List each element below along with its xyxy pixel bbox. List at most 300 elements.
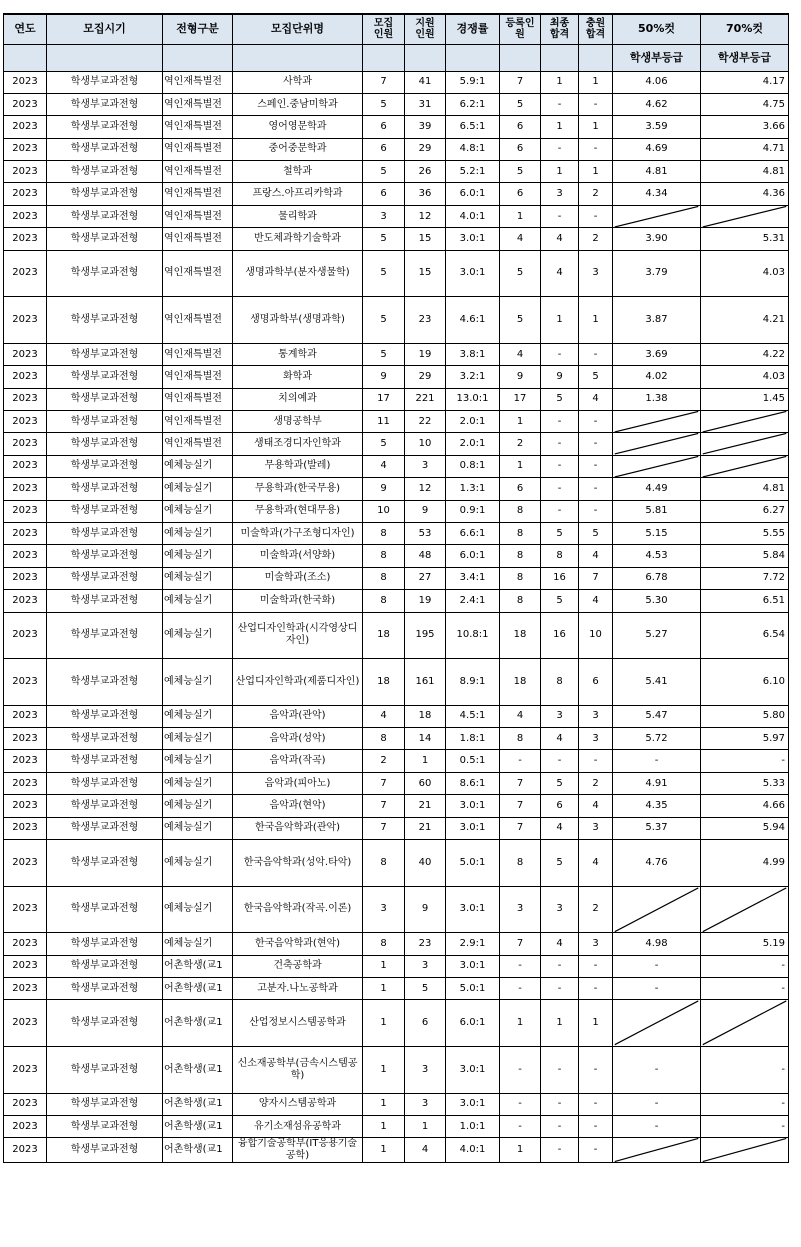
- cell-registered: 3: [500, 886, 541, 933]
- cell-extra-pass: -: [579, 205, 613, 227]
- cell-extra-pass: -: [579, 455, 613, 477]
- cell-final-pass: 5: [541, 388, 579, 410]
- table-row: [4, 1046, 789, 1093]
- table-row: [4, 840, 789, 887]
- cell-extra-pass: 4: [579, 840, 613, 887]
- cell-year: 2023: [4, 612, 47, 659]
- cell-type: 예체능실기: [163, 612, 233, 659]
- cell-registered: 7: [500, 933, 541, 955]
- cell-applicants: 9: [405, 500, 446, 522]
- cell-quota: 1: [363, 1046, 405, 1093]
- cell-cut50: -: [613, 750, 701, 772]
- cell-quota: 8: [363, 567, 405, 589]
- cell-cut50: 3.90: [613, 228, 701, 250]
- cell-type: 예체능실기: [163, 478, 233, 500]
- diagonal-slash-icon: [613, 1138, 700, 1162]
- cell-year: 2023: [4, 71, 47, 93]
- table-row: [4, 705, 789, 727]
- cell-applicants: 21: [405, 795, 446, 817]
- header-blank: [4, 44, 47, 71]
- table-row: [4, 978, 789, 1000]
- cell-registered: 4: [500, 705, 541, 727]
- cell-final-pass: 1: [541, 1000, 579, 1047]
- cell-period: 학생부교과전형: [47, 933, 163, 955]
- cell-year: 2023: [4, 500, 47, 522]
- cell-year: 2023: [4, 1138, 47, 1163]
- table-row: [4, 772, 789, 794]
- cell-period: 학생부교과전형: [47, 433, 163, 455]
- cell-ratio: 4.8:1: [446, 138, 500, 160]
- cell-applicants: 31: [405, 93, 446, 115]
- cell-year: 2023: [4, 705, 47, 727]
- cell-year: 2023: [4, 1046, 47, 1093]
- cell-applicants: 41: [405, 71, 446, 93]
- cell-type: 예체능실기: [163, 795, 233, 817]
- diagonal-slash-icon: [613, 887, 700, 933]
- table-row: [4, 500, 789, 522]
- cell-type: 역인재특별전: [163, 71, 233, 93]
- cell-applicants: 3: [405, 1093, 446, 1115]
- cell-applicants: 22: [405, 410, 446, 432]
- cell-unit: 건축공학과: [233, 955, 363, 977]
- cell-cut70: -: [701, 1093, 789, 1115]
- cell-unit: 철학과: [233, 161, 363, 183]
- cell-final-pass: -: [541, 1046, 579, 1093]
- cell-period: 학생부교과전형: [47, 138, 163, 160]
- cell-cut70: -: [701, 750, 789, 772]
- cell-unit: 물리학과: [233, 205, 363, 227]
- cell-year: 2023: [4, 1115, 47, 1137]
- cell-applicants: 1: [405, 1115, 446, 1137]
- cell-year: 2023: [4, 1000, 47, 1047]
- cell-cut70: 6.10: [701, 659, 789, 706]
- cell-final-pass: -: [541, 500, 579, 522]
- header-extra-pass: 충원 합격: [579, 14, 613, 44]
- cell-year: 2023: [4, 478, 47, 500]
- cell-applicants: 36: [405, 183, 446, 205]
- cell-period: 학생부교과전형: [47, 343, 163, 365]
- cell-period: 학생부교과전형: [47, 1000, 163, 1047]
- cell-applicants: 9: [405, 886, 446, 933]
- cell-quota: 4: [363, 455, 405, 477]
- cell-cut70: -: [701, 978, 789, 1000]
- table-body: [4, 71, 789, 1163]
- table-row: [4, 183, 789, 205]
- cell-year: 2023: [4, 455, 47, 477]
- cell-quota: 8: [363, 522, 405, 544]
- table-row: [4, 545, 789, 567]
- cell-cut50: 5.47: [613, 705, 701, 727]
- cell-extra-pass: 5: [579, 366, 613, 388]
- cell-year: 2023: [4, 183, 47, 205]
- cell-ratio: 6.6:1: [446, 522, 500, 544]
- cell-period: 학생부교과전형: [47, 522, 163, 544]
- diagonal-slash-icon: [613, 206, 700, 227]
- diagonal-slash-icon: [701, 433, 788, 454]
- cell-cut70: 5.97: [701, 728, 789, 750]
- cell-ratio: 5.0:1: [446, 840, 500, 887]
- cell-cut50: -: [613, 978, 701, 1000]
- cell-cut70: 4.75: [701, 93, 789, 115]
- table-row: [4, 590, 789, 612]
- table-row: [4, 297, 789, 344]
- cell-ratio: 3.8:1: [446, 343, 500, 365]
- cell-registered: 4: [500, 343, 541, 365]
- cell-final-pass: -: [541, 1115, 579, 1137]
- cell-extra-pass: 4: [579, 795, 613, 817]
- cell-cut50: 3.69: [613, 343, 701, 365]
- cell-cut50: 4.53: [613, 545, 701, 567]
- cell-year: 2023: [4, 817, 47, 839]
- cell-period: 학생부교과전형: [47, 1093, 163, 1115]
- cell-period: 학생부교과전형: [47, 183, 163, 205]
- cell-extra-pass: 1: [579, 116, 613, 138]
- cell-extra-pass: -: [579, 478, 613, 500]
- cell-type: 역인재특별전: [163, 366, 233, 388]
- cell-registered: 5: [500, 250, 541, 297]
- cell-cut70: 4.03: [701, 366, 789, 388]
- cell-registered: 5: [500, 161, 541, 183]
- cell-applicants: 3: [405, 1046, 446, 1093]
- cell-registered: 7: [500, 71, 541, 93]
- cell-quota: 9: [363, 478, 405, 500]
- cell-final-pass: 1: [541, 71, 579, 93]
- cell-quota: 4: [363, 705, 405, 727]
- cell-cut70: 4.81: [701, 161, 789, 183]
- header-period: 모집시기: [47, 14, 163, 44]
- cell-unit: 음악과(피아노): [233, 772, 363, 794]
- cell-extra-pass: -: [579, 410, 613, 432]
- cell-unit: 영어영문학과: [233, 116, 363, 138]
- cell-applicants: 15: [405, 228, 446, 250]
- cell-final-pass: -: [541, 1093, 579, 1115]
- cell-unit: 치의예과: [233, 388, 363, 410]
- cell-type: 예체능실기: [163, 886, 233, 933]
- cell-quota: 1: [363, 955, 405, 977]
- header-quota: 모집 인원: [363, 14, 405, 44]
- cell-cut50: -: [613, 955, 701, 977]
- header-unit: 모집단위명: [233, 14, 363, 44]
- cell-final-pass: 1: [541, 116, 579, 138]
- cell-period: 학생부교과전형: [47, 567, 163, 589]
- cell-unit: 무용학과(한국무용): [233, 478, 363, 500]
- cell-applicants: 15: [405, 250, 446, 297]
- cell-cut50: 3.87: [613, 297, 701, 344]
- cell-cut50: 4.06: [613, 71, 701, 93]
- cell-final-pass: 4: [541, 817, 579, 839]
- cell-applicants: 60: [405, 772, 446, 794]
- cell-ratio: 2.4:1: [446, 590, 500, 612]
- cell-quota: 1: [363, 1093, 405, 1115]
- cell-period: 학생부교과전형: [47, 705, 163, 727]
- cell-year: 2023: [4, 410, 47, 432]
- cell-period: 학생부교과전형: [47, 955, 163, 977]
- cell-cut50: -: [613, 1115, 701, 1137]
- cell-quota: 1: [363, 1115, 405, 1137]
- cell-registered: 6: [500, 183, 541, 205]
- cell-applicants: 21: [405, 817, 446, 839]
- cell-ratio: 2.0:1: [446, 410, 500, 432]
- cell-extra-pass: 4: [579, 388, 613, 410]
- cell-quota: 5: [363, 161, 405, 183]
- table-row: [4, 455, 789, 477]
- cell-cut70: 4.22: [701, 343, 789, 365]
- cell-period: 학생부교과전형: [47, 545, 163, 567]
- cell-period: 학생부교과전형: [47, 817, 163, 839]
- table-row: [4, 71, 789, 93]
- cell-cut50: 4.76: [613, 840, 701, 887]
- cell-registered: 7: [500, 795, 541, 817]
- cell-ratio: 4.6:1: [446, 297, 500, 344]
- cell-extra-pass: 3: [579, 817, 613, 839]
- cell-cut50: [613, 1138, 701, 1163]
- cell-registered: 6: [500, 116, 541, 138]
- cell-unit: 무용학과(현대무용): [233, 500, 363, 522]
- cell-period: 학생부교과전형: [47, 205, 163, 227]
- cell-cut50: 3.79: [613, 250, 701, 297]
- cell-cut70: -: [701, 955, 789, 977]
- cell-quota: 1: [363, 1000, 405, 1047]
- cell-final-pass: 4: [541, 250, 579, 297]
- cell-unit: 생명공학부: [233, 410, 363, 432]
- table-row: [4, 886, 789, 933]
- cell-quota: 8: [363, 545, 405, 567]
- cell-applicants: 3: [405, 955, 446, 977]
- cell-year: 2023: [4, 522, 47, 544]
- table-row: [4, 1093, 789, 1115]
- header-blank: [47, 44, 163, 71]
- header-cut70: 70%컷: [701, 14, 789, 44]
- cell-quota: 3: [363, 205, 405, 227]
- cell-applicants: 1: [405, 750, 446, 772]
- cell-period: 학생부교과전형: [47, 388, 163, 410]
- cell-final-pass: -: [541, 978, 579, 1000]
- cell-final-pass: -: [541, 955, 579, 977]
- cell-period: 학생부교과전형: [47, 659, 163, 706]
- cell-final-pass: -: [541, 433, 579, 455]
- cell-quota: 2: [363, 750, 405, 772]
- cell-ratio: 3.0:1: [446, 817, 500, 839]
- cell-quota: 6: [363, 116, 405, 138]
- cell-year: 2023: [4, 750, 47, 772]
- cell-final-pass: 8: [541, 545, 579, 567]
- cell-cut50: 4.98: [613, 933, 701, 955]
- cell-period: 학생부교과전형: [47, 1115, 163, 1137]
- cell-applicants: 195: [405, 612, 446, 659]
- cell-registered: 1: [500, 1138, 541, 1163]
- cell-unit: 한국음악학과(성악.타악): [233, 840, 363, 887]
- cell-unit: 음악과(관악): [233, 705, 363, 727]
- cell-type: 예체능실기: [163, 772, 233, 794]
- cell-period: 학생부교과전형: [47, 772, 163, 794]
- cell-cut70: 5.84: [701, 545, 789, 567]
- cell-quota: 1: [363, 978, 405, 1000]
- cell-cut70: 1.45: [701, 388, 789, 410]
- cell-period: 학생부교과전형: [47, 886, 163, 933]
- cell-year: 2023: [4, 728, 47, 750]
- cell-year: 2023: [4, 659, 47, 706]
- cell-period: 학생부교과전형: [47, 1046, 163, 1093]
- cell-ratio: 8.9:1: [446, 659, 500, 706]
- cell-type: 예체능실기: [163, 659, 233, 706]
- cell-cut50: 5.37: [613, 817, 701, 839]
- cell-ratio: 0.5:1: [446, 750, 500, 772]
- cell-applicants: 10: [405, 433, 446, 455]
- cell-cut70: 6.54: [701, 612, 789, 659]
- cell-type: 역인재특별전: [163, 161, 233, 183]
- cell-extra-pass: 10: [579, 612, 613, 659]
- cell-period: 학생부교과전형: [47, 228, 163, 250]
- header-final-pass: 최종 합격: [541, 14, 579, 44]
- cell-registered: 8: [500, 590, 541, 612]
- cell-final-pass: 5: [541, 772, 579, 794]
- cell-year: 2023: [4, 388, 47, 410]
- cell-cut70: 5.55: [701, 522, 789, 544]
- header-blank: [163, 44, 233, 71]
- admission-table-container: [3, 13, 789, 1163]
- cell-period: 학생부교과전형: [47, 297, 163, 344]
- cell-cut50: [613, 455, 701, 477]
- cell-cut70: [701, 205, 789, 227]
- cell-cut50: 5.27: [613, 612, 701, 659]
- cell-type: 역인재특별전: [163, 297, 233, 344]
- cell-final-pass: -: [541, 478, 579, 500]
- cell-extra-pass: 3: [579, 250, 613, 297]
- cell-year: 2023: [4, 161, 47, 183]
- cell-type: 예체능실기: [163, 567, 233, 589]
- cell-extra-pass: 3: [579, 728, 613, 750]
- cell-type: 역인재특별전: [163, 433, 233, 455]
- cell-cut70: [701, 433, 789, 455]
- table-row: [4, 161, 789, 183]
- cell-registered: 17: [500, 388, 541, 410]
- cell-type: 예체능실기: [163, 455, 233, 477]
- cell-unit: 반도체과학기술학과: [233, 228, 363, 250]
- cell-unit: 산업디자인학과(제품디자인): [233, 659, 363, 706]
- diagonal-slash-icon: [613, 456, 700, 477]
- cell-final-pass: -: [541, 343, 579, 365]
- cell-unit: 미술학과(한국화): [233, 590, 363, 612]
- cell-unit: 융합기술공학부(IT응용기술공학): [233, 1138, 363, 1163]
- cell-period: 학생부교과전형: [47, 1138, 163, 1163]
- cell-applicants: 221: [405, 388, 446, 410]
- diagonal-slash-icon: [701, 1138, 788, 1162]
- cell-quota: 7: [363, 772, 405, 794]
- cell-quota: 11: [363, 410, 405, 432]
- cell-type: 예체능실기: [163, 590, 233, 612]
- header-cut70-sub: 학생부등급: [701, 44, 789, 71]
- cell-year: 2023: [4, 545, 47, 567]
- cell-quota: 8: [363, 590, 405, 612]
- cell-extra-pass: -: [579, 500, 613, 522]
- cell-type: 어촌학생(교1: [163, 955, 233, 977]
- cell-unit: 미술학과(가구조형디자인): [233, 522, 363, 544]
- cell-final-pass: 1: [541, 161, 579, 183]
- cell-type: 예체능실기: [163, 545, 233, 567]
- cell-ratio: 2.0:1: [446, 433, 500, 455]
- cell-extra-pass: -: [579, 138, 613, 160]
- cell-unit: 산업디자인학과(시각영상디자인): [233, 612, 363, 659]
- cell-period: 학생부교과전형: [47, 93, 163, 115]
- cell-cut70: -: [701, 1046, 789, 1093]
- cell-unit: 무용학과(발레): [233, 455, 363, 477]
- header-blank: [579, 44, 613, 71]
- cell-quota: 7: [363, 817, 405, 839]
- cell-ratio: 3.4:1: [446, 567, 500, 589]
- cell-cut50: 5.41: [613, 659, 701, 706]
- cell-year: 2023: [4, 567, 47, 589]
- cell-ratio: 0.8:1: [446, 455, 500, 477]
- cell-registered: 8: [500, 545, 541, 567]
- cell-type: 역인재특별전: [163, 138, 233, 160]
- cell-period: 학생부교과전형: [47, 500, 163, 522]
- cell-cut70: -: [701, 1115, 789, 1137]
- cell-applicants: 48: [405, 545, 446, 567]
- table-row: [4, 343, 789, 365]
- cell-ratio: 3.0:1: [446, 795, 500, 817]
- cell-type: 예체능실기: [163, 933, 233, 955]
- cell-registered: -: [500, 955, 541, 977]
- cell-ratio: 3.0:1: [446, 955, 500, 977]
- cell-cut70: 5.94: [701, 817, 789, 839]
- cell-final-pass: 9: [541, 366, 579, 388]
- cell-ratio: 10.8:1: [446, 612, 500, 659]
- table-row: [4, 1115, 789, 1137]
- cell-registered: 1: [500, 1000, 541, 1047]
- cell-cut70: 5.31: [701, 228, 789, 250]
- header-registered: 등록인 원: [500, 14, 541, 44]
- cell-cut50: 3.59: [613, 116, 701, 138]
- table-row: [4, 795, 789, 817]
- cell-registered: 7: [500, 772, 541, 794]
- cell-applicants: 40: [405, 840, 446, 887]
- cell-applicants: 27: [405, 567, 446, 589]
- table-row: [4, 659, 789, 706]
- cell-applicants: 39: [405, 116, 446, 138]
- table-row: [4, 228, 789, 250]
- cell-type: 어촌학생(교1: [163, 1115, 233, 1137]
- cell-extra-pass: 7: [579, 567, 613, 589]
- table-row: [4, 93, 789, 115]
- cell-final-pass: -: [541, 750, 579, 772]
- cell-cut50: [613, 410, 701, 432]
- cell-applicants: 12: [405, 478, 446, 500]
- cell-applicants: 3: [405, 455, 446, 477]
- cell-ratio: 4.5:1: [446, 705, 500, 727]
- cell-type: 어촌학생(교1: [163, 1046, 233, 1093]
- cell-ratio: 5.0:1: [446, 978, 500, 1000]
- cell-extra-pass: 1: [579, 297, 613, 344]
- cell-unit: 신소재공학부(금속시스템공학): [233, 1046, 363, 1093]
- cell-registered: 4: [500, 228, 541, 250]
- cell-extra-pass: 4: [579, 590, 613, 612]
- cell-unit: 한국음악학과(현악): [233, 933, 363, 955]
- cell-ratio: 3.2:1: [446, 366, 500, 388]
- cell-registered: 2: [500, 433, 541, 455]
- cell-year: 2023: [4, 343, 47, 365]
- cell-quota: 8: [363, 728, 405, 750]
- cell-applicants: 29: [405, 366, 446, 388]
- cell-registered: 18: [500, 612, 541, 659]
- cell-final-pass: 3: [541, 705, 579, 727]
- cell-type: 역인재특별전: [163, 250, 233, 297]
- cell-ratio: 1.8:1: [446, 728, 500, 750]
- cell-quota: 7: [363, 795, 405, 817]
- cell-quota: 18: [363, 612, 405, 659]
- cell-extra-pass: -: [579, 1093, 613, 1115]
- cell-registered: 18: [500, 659, 541, 706]
- cell-quota: 5: [363, 297, 405, 344]
